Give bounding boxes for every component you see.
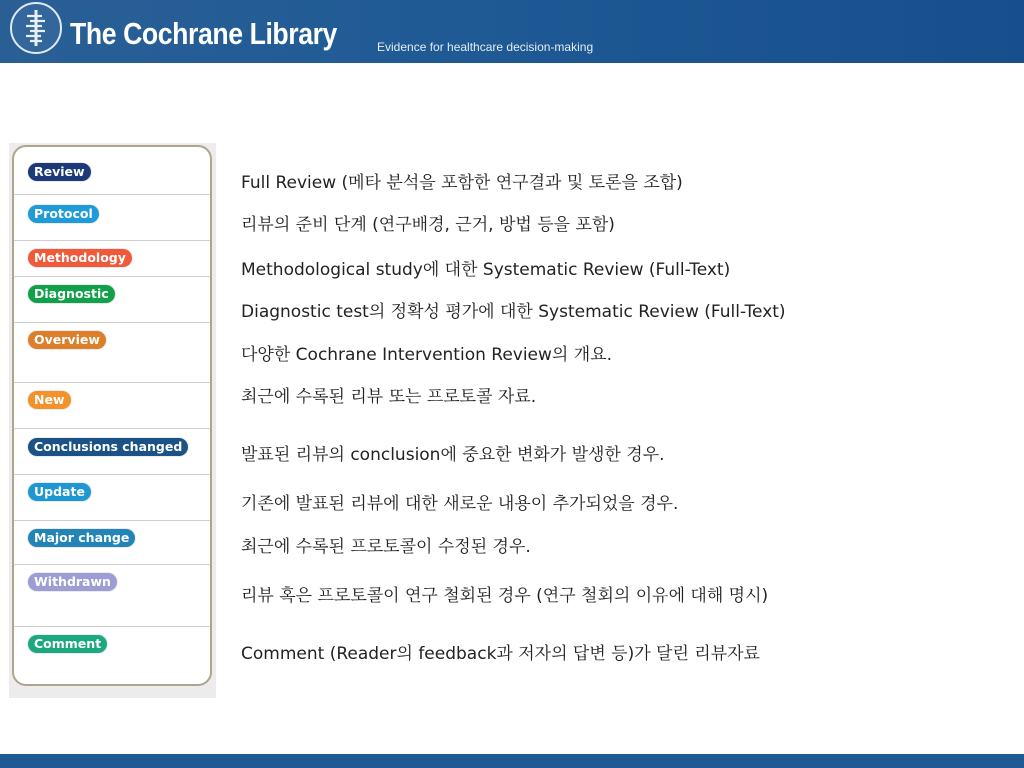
description-review: Full Review (메타 분석을 포함한 연구결과 및 토론을 조합) (241, 173, 683, 193)
legend-cell-methodology (14, 241, 210, 277)
legend-cell-comment (14, 627, 210, 686)
cochrane-logo-icon (10, 2, 62, 54)
legend-cell-protocol (14, 195, 210, 241)
legend-cell-major-change (14, 521, 210, 565)
badge-review: Review (28, 163, 91, 181)
header-banner (0, 0, 1024, 63)
badge-panel (12, 145, 212, 686)
badge-major-change: Major change (28, 529, 135, 547)
legend-cell-conclusions-changed (14, 429, 210, 475)
legend-cell-diagnostic (14, 277, 210, 323)
badge-withdrawn: Withdrawn (28, 573, 117, 591)
badge-conclusions-changed: Conclusions changed (28, 438, 188, 456)
legend-cell-new (14, 383, 210, 429)
legend-cell-review (14, 147, 210, 195)
brand-title: The Cochrane Library (70, 16, 337, 51)
badge-new: New (28, 391, 71, 409)
description-diagnostic: Diagnostic test의 정확성 평가에 대한 Systematic Review (Full-Text) (241, 302, 786, 322)
footer-bar (0, 754, 1024, 768)
badge-legend (9, 143, 216, 698)
description-conclusions-changed: 발표된 리뷰의 conclusion에 중요한 변화가 발생한 경우. (241, 445, 665, 465)
description-protocol: 리뷰의 준비 단계 (연구배경, 근거, 방법 등을 포함) (241, 215, 615, 235)
brand-tagline: Evidence for healthcare decision-making (377, 40, 594, 54)
badge-comment: Comment (28, 635, 107, 653)
description-major-change: 최근에 수록된 프로토콜이 수정된 경우. (241, 537, 531, 557)
description-withdrawn: 리뷰 혹은 프로토콜이 연구 철회된 경우 (연구 철회의 이유에 대해 명시) (241, 586, 769, 606)
legend-cell-withdrawn (14, 565, 210, 627)
description-update: 기존에 발표된 리뷰에 대한 새로운 내용이 추가되었을 경우. (241, 494, 679, 514)
badge-methodology: Methodology (28, 249, 132, 267)
description-overview: 다양한 Cochrane Intervention Review의 개요. (241, 345, 612, 365)
badge-diagnostic: Diagnostic (28, 285, 115, 303)
legend-cell-update (14, 475, 210, 521)
description-methodology: Methodological study에 대한 Systematic Review (Full-Text) (241, 260, 731, 280)
badge-protocol: Protocol (28, 205, 99, 223)
badge-overview: Overview (28, 331, 106, 349)
description-comment: Comment (Reader의 feedback과 저자의 답변 등)가 달린 리뷰자료 (241, 644, 760, 664)
description-new: 최근에 수록된 리뷰 또는 프로토콜 자료. (241, 387, 537, 407)
legend-cell-overview (14, 323, 210, 383)
badge-update: Update (28, 483, 91, 501)
